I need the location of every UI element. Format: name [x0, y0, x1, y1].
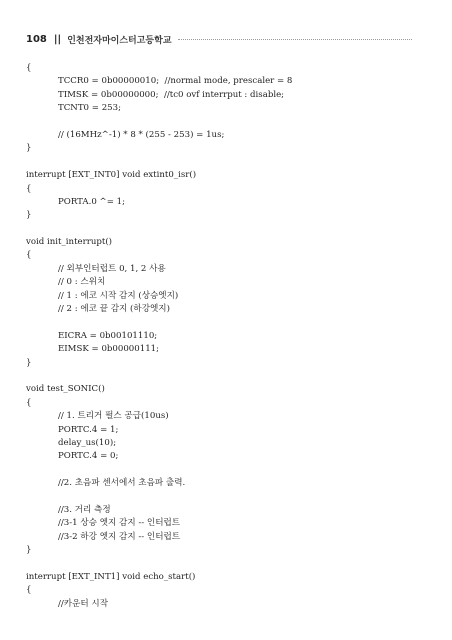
code-line: delay_us(10);	[58, 437, 117, 448]
header-title: 인천전자마이스터고등학교	[67, 35, 172, 46]
code-line: {	[26, 63, 32, 73]
code-line: PORTC.4 = 0;	[58, 451, 119, 462]
page-number: 108	[26, 33, 47, 45]
code-line: void init_interrupt()	[26, 237, 113, 248]
code-line: PORTC.4 = 1;	[58, 424, 119, 435]
code-line: {	[26, 250, 32, 261]
page-header	[26, 32, 412, 46]
code-line: {	[26, 183, 32, 194]
code-line: {	[26, 397, 32, 408]
code-line: //2. 초음파 센서에서 초음파 출력.	[58, 478, 186, 489]
code-line: // 2 : 에코 끝 감지 (하강엣지)	[58, 304, 170, 315]
code-line: //카운터 시작	[58, 598, 109, 609]
code-line: //3-2 하강 엣지 감지 -- 인터럽트	[58, 531, 181, 542]
code-line: {	[26, 585, 32, 596]
header-separator: ||	[53, 33, 62, 45]
code-line: // (16MHz^-1) * 8 * (255 - 253) = 1us;	[58, 129, 225, 140]
code-listing	[26, 62, 426, 611]
code-line: //3. 거리 측정	[58, 504, 111, 515]
code-line: }	[26, 210, 32, 221]
code-blank-line	[26, 316, 426, 329]
code-line: interrupt [EXT_INT1] void echo_start()	[26, 571, 196, 582]
code-line: interrupt [EXT_INT0] void extint0_isr()	[26, 170, 197, 181]
code-line: EIMSK = 0b00000111;	[58, 344, 160, 355]
code-line: // 1 : 에코 시작 감지 (상승엣지)	[58, 290, 179, 301]
code-line: TIMSK = 0b00000000; //tc0 ovf interrput : disable;	[58, 89, 285, 100]
code-line: EICRA = 0b00101110;	[58, 330, 158, 341]
code-line: }	[26, 357, 32, 368]
code-line: }	[26, 545, 32, 556]
code-blank-line	[26, 370, 426, 383]
code-blank-line	[26, 491, 426, 504]
code-blank-line	[26, 116, 426, 129]
code-blank-line	[26, 557, 426, 570]
code-line: // 0 : 스위치	[58, 277, 106, 288]
code-line: void test_SONIC()	[26, 384, 105, 395]
code-blank-line	[26, 464, 426, 477]
code-line: TCNT0 = 253;	[58, 103, 121, 114]
header-dotted-rule	[178, 39, 412, 40]
code-blank-line	[26, 223, 426, 236]
code-line: TCCR0 = 0b00000010; //normal mode, prescaler = 8	[58, 76, 293, 87]
code-line: PORTA.0 ^= 1;	[58, 196, 126, 207]
code-blank-line	[26, 156, 426, 169]
code-line: // 1. 트리거 펄스 공급(10us)	[58, 411, 169, 422]
code-line: //3-1 상승 엣지 감지 -- 인터럽트	[58, 518, 181, 529]
code-line: // 외부인터럽트 0, 1, 2 사용	[58, 263, 166, 274]
code-line: }	[26, 143, 32, 154]
